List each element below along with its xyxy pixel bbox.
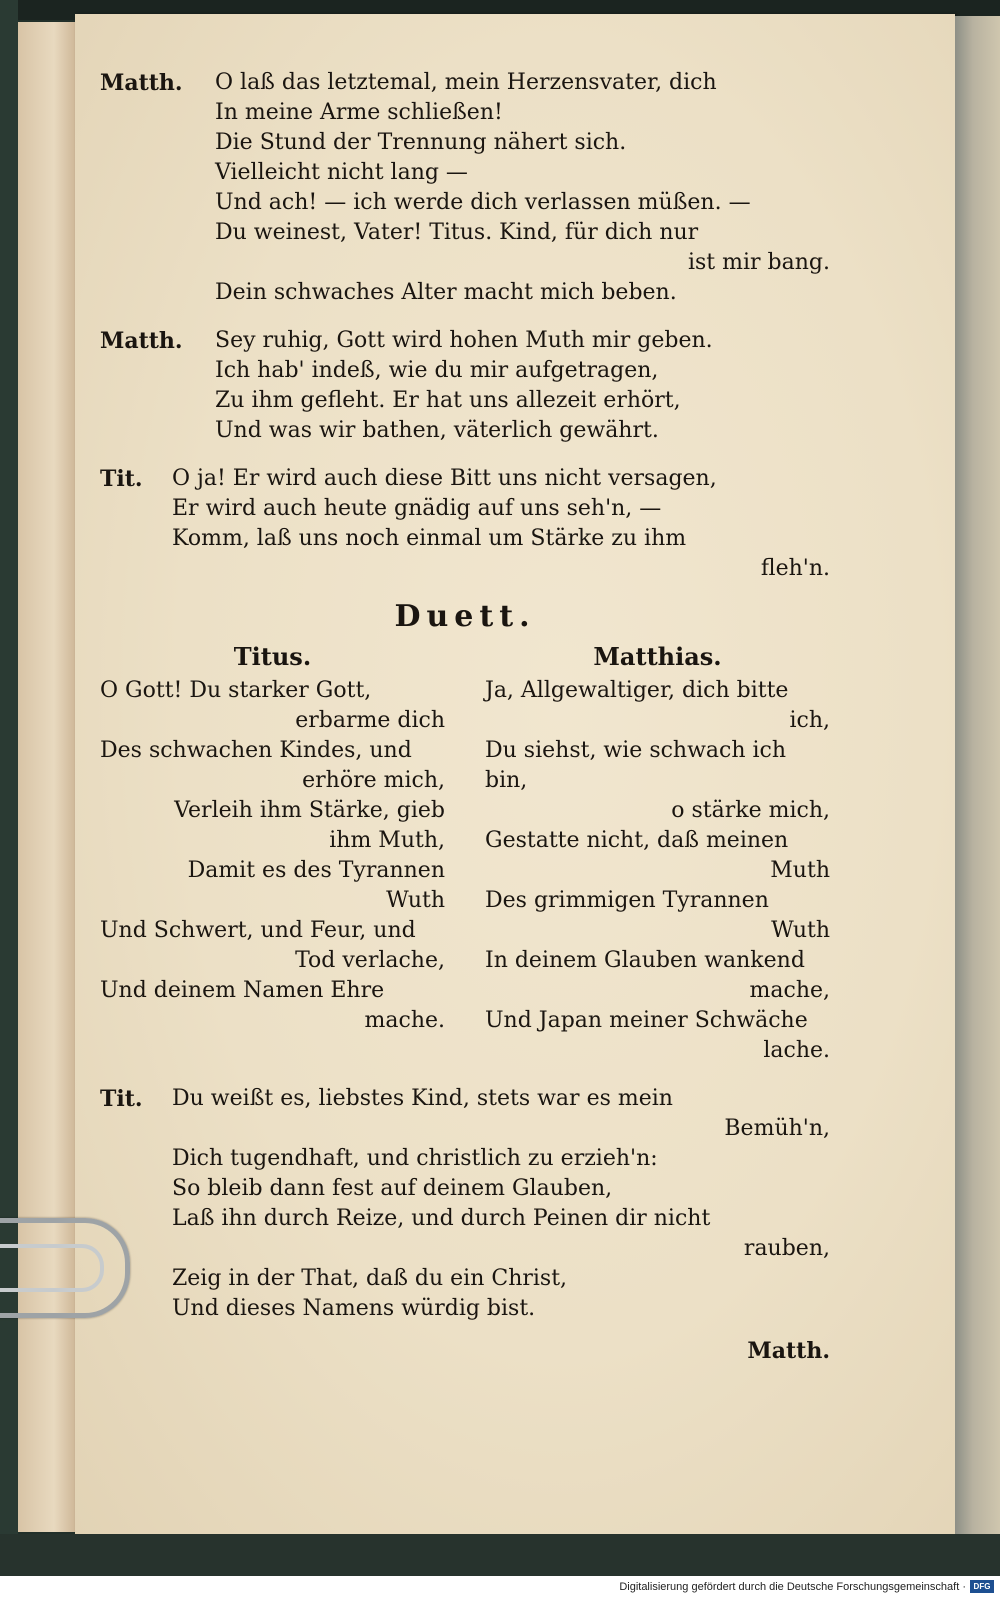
verse-line: Bemüh'n, [724,1116,830,1141]
verse-line: Vielleicht nicht lang — [215,160,468,185]
verse-line: In meine Arme schließen! [215,100,503,125]
speaker-label: Tit. [100,466,143,492]
verse-line: Ich hab' indeß, wie du mir aufgetragen, [215,358,659,383]
verse-line: Damit es des Tyrannen [187,858,445,883]
verse-line: o stärke mich, [671,798,830,823]
verse-line: Zu ihm gefleht. Er hat uns allezeit erhört, [215,388,681,413]
verse-line: Sey ruhig, Gott wird hohen Muth mir geben. [215,328,713,353]
speech-block [100,68,830,308]
verse-line: mache. [364,1008,445,1033]
verse-line: Und Schwert, und Feur, und [100,918,416,943]
verse-line: Und ach! — ich werde dich verlassen müßen. — [215,190,751,215]
verse-line: Des grimmigen Tyrannen [485,888,769,913]
section-title: Duett. [394,599,536,634]
verse-line: Zeig in der That, daß du ein Christ, [172,1266,568,1291]
duet-left-column [100,642,445,1066]
verse-line: Muth [770,858,830,883]
verse-line: ihm Muth, [329,828,445,853]
page-text [100,68,830,1366]
verse-line: Und was wir bathen, väterlich gewährt. [215,418,659,443]
verse-line: Verleih ihm Stärke, gieb [174,798,445,823]
verse-line: So bleib dann fest auf deinem Glauben, [172,1176,613,1201]
verse-line: Wuth [386,888,445,913]
speaker-label: Tit. [100,1086,143,1112]
verse-line: Ja, Allgewaltiger, dich bitte [485,678,789,703]
verse-line: erbarme dich [295,708,445,733]
scanner-board [0,0,18,1599]
verse-line: ich, [789,708,830,733]
verse-line: Laß ihn durch Reize, und durch Peinen dir nicht [172,1206,711,1231]
verse-line: Du weißt es, liebstes Kind, stets war es mein [172,1086,673,1111]
verse-line: mache, [749,978,830,1003]
verse-line: Dich tugendhaft, und christlich zu erzieh'n: [172,1146,658,1171]
verse-line: Komm, laß uns noch einmal um Stärke zu ihm [172,526,687,551]
catchword: Matth. [747,1338,830,1364]
book-binding-strip [955,16,1000,1536]
verse-line: Und dieses Namens würdig bist. [172,1296,536,1321]
footer-bar [0,1576,1000,1599]
verse-line: In deinem Glauben wankend [485,948,805,973]
verse-line: O Gott! Du starker Gott, [100,678,372,703]
speech-lines [100,1084,830,1324]
duet-columns [100,642,830,1066]
verse-line: Er wird auch heute gnädig auf uns seh'n, — [172,496,662,521]
footer-credit: Digitalisierung gefördert durch die Deutsche Forschungsgemeinschaft · [619,1581,966,1593]
speech-block [100,326,830,446]
paper-clip-inner [0,1244,104,1292]
speech-block [100,464,830,584]
speech-block [100,1084,830,1324]
speaker-label: Matth. [100,328,183,354]
verse-line: Du siehst, wie schwach ich bin, [485,738,787,793]
column-heading: Matthias. [593,642,722,671]
verse-line: Die Stund der Trennung nähert sich. [215,130,627,155]
verse-line: rauben, [743,1236,830,1261]
verse-line: lache. [763,1038,830,1063]
verse-line: ist mir bang. [687,250,830,275]
scanner-bottom [0,1534,1000,1576]
verse-line: Des schwachen Kindes, und [100,738,412,763]
verse-line: Wuth [771,918,830,943]
dfg-logo-icon: DFG [970,1580,994,1593]
verse-line: Tod verlache, [295,948,445,973]
speech-lines [100,326,830,446]
speech-lines [100,68,830,308]
verse-line: Gestatte nicht, daß meinen [485,828,789,853]
verse-line: erhöre mich, [302,768,445,793]
verse-line: Du weinest, Vater! Titus. Kind, für dich nur [215,220,699,245]
speech-lines [100,464,830,584]
speaker-label: Matth. [100,70,183,96]
verse-line: fleh'n. [760,556,830,581]
verse-line: O laß das letztemal, mein Herzensvater, dich [215,70,717,95]
verse-line: Und Japan meiner Schwäche [485,1008,808,1033]
verse-line: O ja! Er wird auch diese Bitt uns nicht versagen, [172,466,717,491]
verse-line: Und deinem Namen Ehre [100,978,385,1003]
verse-line: Dein schwaches Alter macht mich beben. [215,280,677,305]
duet-right-column [485,642,830,1066]
column-heading: Titus. [233,642,312,671]
